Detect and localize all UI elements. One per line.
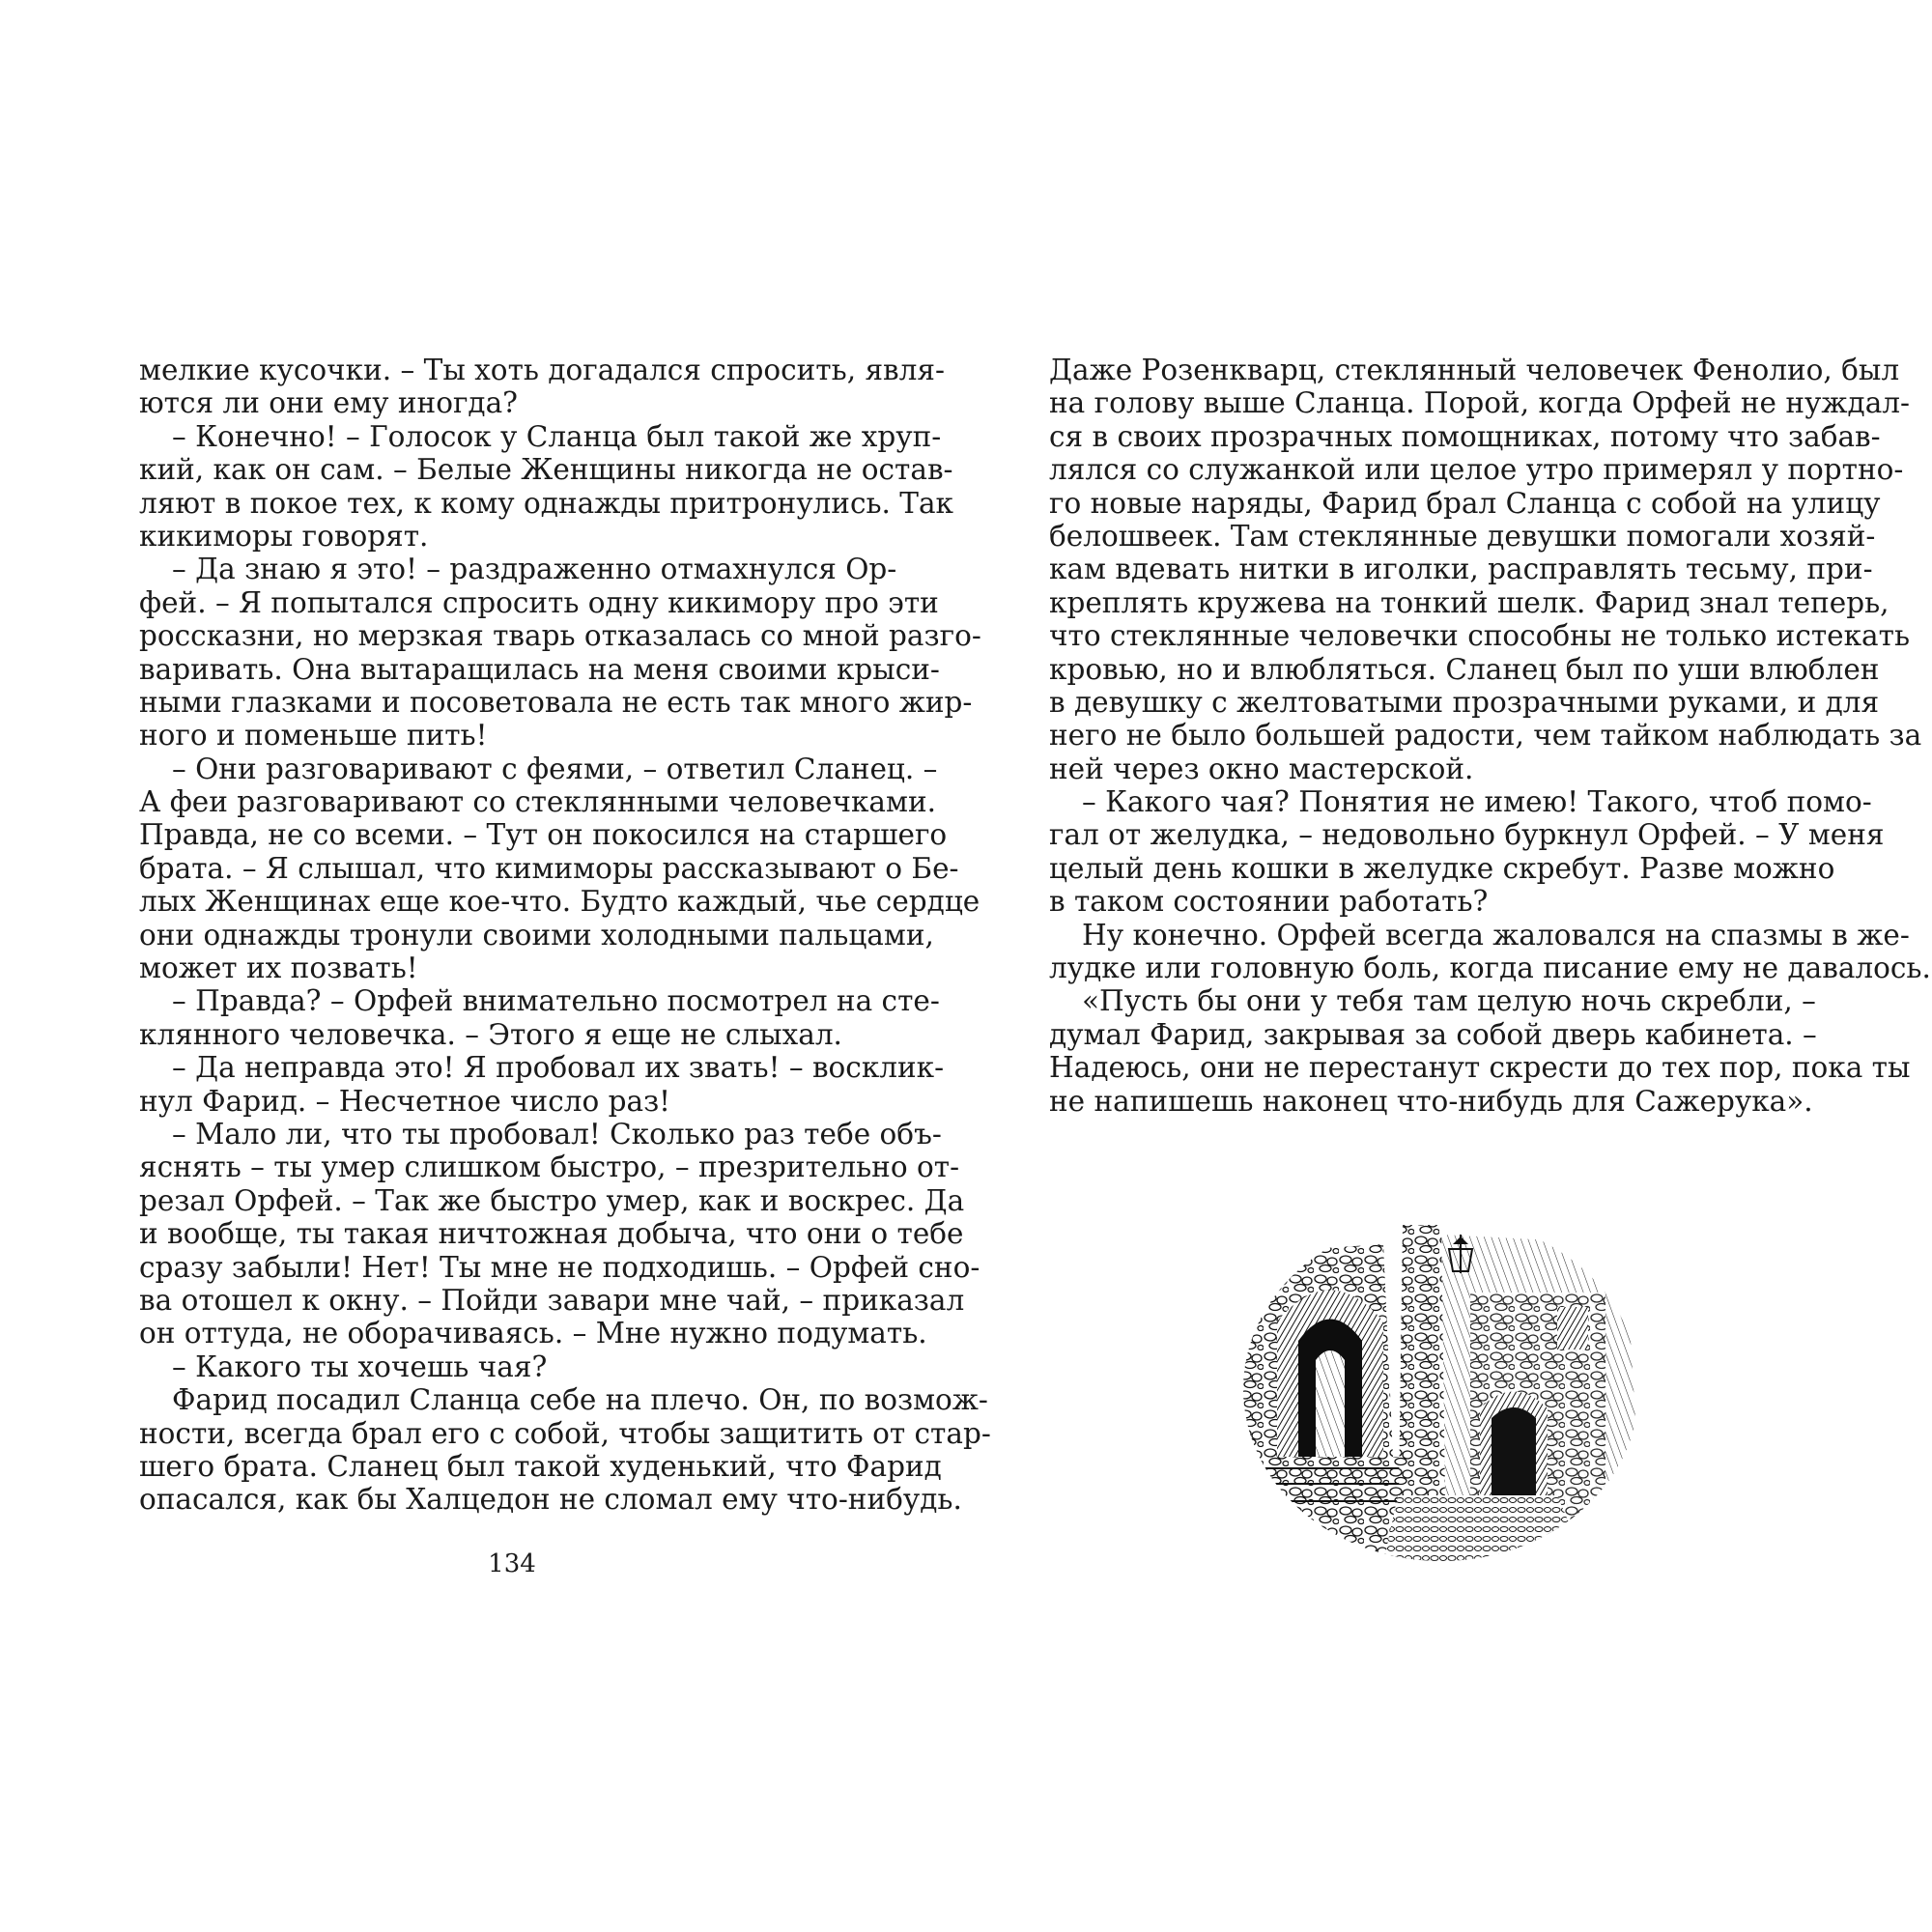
stone-alley-illustration bbox=[1238, 1215, 1644, 1563]
text-line: – Правда? – Орфей внимательно посмотрел на сте- bbox=[172, 984, 940, 1018]
text-line: россказни, но мерзкая тварь отказалась со мной разго- bbox=[139, 619, 981, 653]
text-line: кикиморы говорят. bbox=[139, 519, 429, 553]
text-line: кровью, но и влюбляться. Сланец был по уши влюблен bbox=[1049, 652, 1880, 686]
text-line: белошвеек. Там стеклянные девушки помогали хозяй- bbox=[1049, 519, 1876, 553]
text-line: – Конечно! – Голосок у Сланца был такой же хруп- bbox=[172, 419, 942, 453]
text-line: – Какого ты хочешь чая? bbox=[172, 1350, 548, 1383]
text-line: – Какого чая? Понятия не имею! Такого, чтоб помо- bbox=[1082, 785, 1872, 819]
text-line: Фарид посадил Сланца себе на плечо. Он, по возмож- bbox=[172, 1383, 988, 1417]
text-line: Даже Розенкварц, стеклянный человечек Фенолио, был bbox=[1049, 354, 1900, 386]
text-line: ются ли они ему иногда? bbox=[139, 386, 518, 420]
text-line: целый день кошки в желудке скребут. Разве можно bbox=[1049, 851, 1835, 885]
text-line: А феи разговаривают со стеклянными человечками. bbox=[139, 785, 936, 819]
text-line: в таком состоянии работать? bbox=[1049, 885, 1489, 919]
text-line: клянного человечка. – Этого я еще не слыхал. bbox=[139, 1017, 842, 1051]
text-line: ней через окно мастерской. bbox=[1049, 752, 1474, 785]
text-line: – Да неправда это! Я пробовал их звать! – восклик- bbox=[172, 1051, 945, 1085]
text-line: креплять кружева на тонкий шелк. Фарид знал теперь, bbox=[1049, 585, 1889, 619]
text-line: него не было большей радости, чем тайком наблюдать за bbox=[1049, 719, 1922, 753]
text-line: лых Женщинах еще кое-что. Будто каждый, чье сердце bbox=[139, 885, 980, 919]
text-line: опасался, как бы Халцедон не сломал ему что-нибудь. bbox=[139, 1483, 962, 1517]
text-line: может их позвать! bbox=[139, 952, 418, 985]
text-line: фей. – Я попытался спросить одну кикимору про эти bbox=[139, 585, 939, 619]
text-line: лялся со служанкой или целое утро примерял у портно- bbox=[1049, 453, 1904, 487]
text-line: кам вдевать нитки в иголки, расправлять тесьму, при- bbox=[1049, 553, 1873, 586]
text-line: Надеюсь, они не перестанут скрести до тех пор, пока ты bbox=[1049, 1051, 1911, 1085]
text-line: «Пусть бы они у тебя там целую ночь скребли, – bbox=[1082, 984, 1816, 1018]
text-line: варивать. Она вытаращилась на меня своими крыси- bbox=[139, 652, 940, 686]
text-line: – Да знаю я это! – раздраженно отмахнулся Ор- bbox=[172, 553, 897, 586]
text-line: ного и поменьше пить! bbox=[139, 719, 488, 753]
text-line: ся в своих прозрачных помощниках, потому что забав- bbox=[1049, 419, 1881, 453]
text-line: и вообще, ты такая ничтожная добыча, что они о тебе bbox=[139, 1217, 964, 1251]
text-line: в девушку с желтоватыми прозрачными руками, и для bbox=[1049, 685, 1880, 719]
right-page-text bbox=[1049, 354, 1931, 1118]
text-line: брата. – Я слышал, что кимиморы рассказывают о Бе- bbox=[139, 851, 959, 885]
text-line: ными глазками и посоветовала не есть так много жир- bbox=[139, 685, 973, 719]
text-line: гал от желудка, – недовольно буркнул Орфей. – У меня bbox=[1049, 818, 1885, 852]
text-line: шего брата. Сланец был такой худенький, что Фарид bbox=[139, 1449, 942, 1483]
text-line: не напишешь наконец что-нибудь для Сажерука». bbox=[1049, 1084, 1813, 1118]
text-line: кий, как он сам. – Белые Женщины никогда не остав- bbox=[139, 453, 953, 487]
text-line: Ну конечно. Орфей всегда жаловался на спазмы в же- bbox=[1082, 918, 1910, 952]
text-line: ности, всегда брал его с собой, чтобы защитить от стар- bbox=[139, 1416, 991, 1450]
text-line: резал Орфей. – Так же быстро умер, как и воскрес. Да bbox=[139, 1183, 965, 1217]
text-line: на голову выше Сланца. Порой, когда Орфей не нуждал- bbox=[1049, 386, 1911, 420]
text-line: яснять – ты умер слишком быстро, – презрительно от- bbox=[139, 1151, 960, 1184]
text-line: нул Фарид. – Несчетное число раз! bbox=[139, 1084, 671, 1118]
text-line: Правда, не со всеми. – Тут он покосился на старшего bbox=[139, 818, 948, 852]
page-number: 134 bbox=[488, 1549, 536, 1578]
text-line: что стеклянные человечки способны не только истекать bbox=[1049, 619, 1911, 653]
text-line: сразу забыли! Нет! Ты мне не подходишь. – Орфей сно- bbox=[139, 1250, 980, 1284]
text-line: они однажды тронули своими холодными пальцами, bbox=[139, 918, 934, 952]
text-line: мелкие кусочки. – Ты хоть догадался спросить, явля- bbox=[139, 354, 945, 386]
text-line: он оттуда, не оборачиваясь. – Мне нужно подумать. bbox=[139, 1317, 927, 1350]
text-line: лудке или головную боль, когда писание ему не давалось. bbox=[1049, 952, 1931, 985]
text-line: думал Фарид, закрывая за собой дверь кабинета. – bbox=[1049, 1017, 1817, 1051]
text-line: ва отошел к окну. – Пойди завари мне чай, – приказал bbox=[139, 1283, 965, 1317]
text-line: ляют в покое тех, к кому однажды притронулись. Так bbox=[139, 486, 953, 520]
text-line: – Они разговаривают с феями, – ответил Сланец. – bbox=[172, 752, 938, 785]
left-page-text bbox=[139, 354, 991, 1517]
text-line: – Мало ли, что ты пробовал! Сколько раз тебе объ- bbox=[172, 1117, 942, 1151]
text-line: го новые наряды, Фарид брал Сланца с собой на улицу bbox=[1049, 486, 1881, 520]
